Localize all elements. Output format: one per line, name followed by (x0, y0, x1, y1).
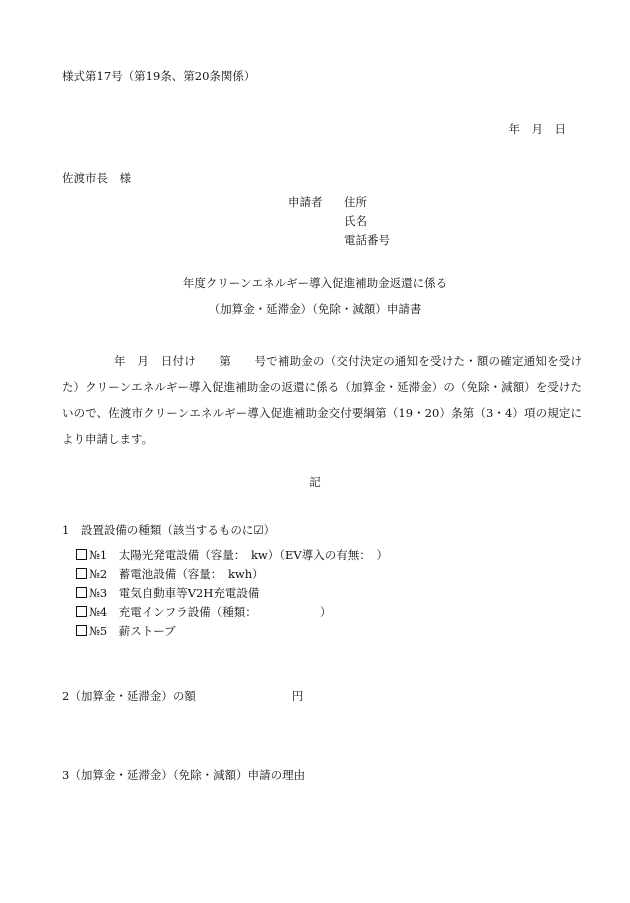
equipment-item-4 (76, 603, 388, 622)
checkbox-icon[interactable] (76, 587, 87, 598)
applicant-label: 申請者 (288, 195, 323, 209)
checkbox-icon[interactable] (76, 606, 87, 617)
equipment-list (76, 546, 388, 641)
equipment-item-label: №4 充電インフラ設備（種類： ） (89, 605, 332, 619)
application-date: 年 月 日 (508, 122, 566, 136)
applicant-address-label: 住所 (344, 195, 367, 209)
equipment-item-5 (76, 622, 388, 641)
applicant-phone-label: 電話番号 (344, 233, 390, 247)
applicant-name-label: 氏名 (344, 214, 367, 228)
document-title-line2: （加算金・延滞金）（免除・減額）申請書 (208, 302, 422, 316)
equipment-item-label: №3 電気自動車等V2H充電設備 (89, 586, 260, 600)
ki-heading: 記 (309, 475, 321, 489)
document-title-line1: 年度クリーンエネルギー導入促進補助金返還に係る (182, 276, 448, 290)
checkbox-icon[interactable] (76, 549, 87, 560)
checkbox-icon[interactable] (76, 625, 87, 636)
equipment-item-label: №5 薪ストーブ (89, 624, 176, 638)
form-number: 様式第17号（第19条、第20条関係） (62, 69, 256, 83)
equipment-item-3 (76, 584, 388, 603)
applicant-block (288, 193, 390, 250)
equipment-item-label: №2 蓄電池設備（容量： kwh） (89, 567, 264, 581)
applicant-address-row (288, 193, 390, 212)
equipment-item-2 (76, 565, 388, 584)
section2-label: 2（加算金・延滞金）の額 (62, 689, 196, 703)
addressee: 佐渡市長 様 (62, 171, 131, 185)
equipment-item-label: №1 太陽光発電設備（容量： kw）（EV導入の有無： ） (89, 548, 388, 562)
section2-amount (62, 688, 303, 704)
equipment-item-1 (76, 546, 388, 565)
section3-reason-label: 3（加算金・延滞金）（免除・減額）申請の理由 (62, 768, 306, 782)
checkbox-icon[interactable] (76, 568, 87, 579)
application-body-text: 年 月 日付け 第 号で補助金の（交付決定の通知を受けた・額の確定通知を受けた）クリーンエネルギー導入促進補助金の返還に係る（加算金・延滞金）の（免除・減額）を受けたいので、佐渡市クリーンエネルギー導入促進補助金交付要綱第（19・20）条第（3・4）項の規定により申請します。 (62, 354, 582, 446)
yen-unit: 円 (291, 689, 304, 703)
section1-heading: 1 設置設備の種類（該当するものに☑） (62, 523, 276, 537)
